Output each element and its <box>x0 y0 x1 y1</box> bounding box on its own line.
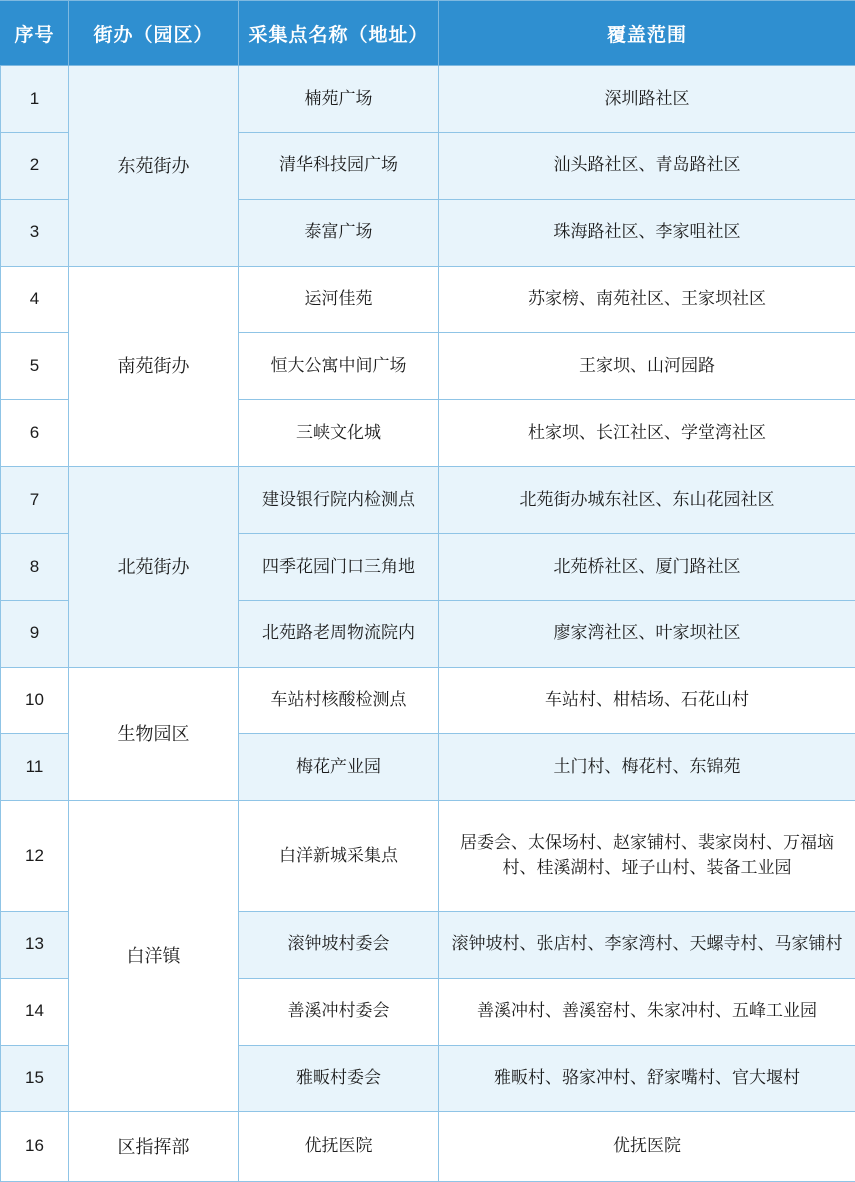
cell-index: 1 <box>1 66 69 133</box>
cell-index: 16 <box>1 1112 69 1182</box>
cell-range: 王家坝、山河园路 <box>439 333 855 400</box>
cell-range: 土门村、梅花村、东锦苑 <box>439 734 855 801</box>
cell-range: 善溪冲村、善溪窑村、朱家冲村、五峰工业园 <box>439 978 855 1045</box>
cell-site: 建设银行院内检测点 <box>239 467 439 534</box>
cell-site: 清华科技园广场 <box>239 132 439 199</box>
cell-index: 15 <box>1 1045 69 1112</box>
cell-street: 区指挥部 <box>69 1112 239 1182</box>
cell-site: 车站村核酸检测点 <box>239 667 439 734</box>
cell-range: 优抚医院 <box>439 1112 855 1182</box>
cell-site: 雅畈村委会 <box>239 1045 439 1112</box>
cell-site: 泰富广场 <box>239 199 439 266</box>
table-row <box>1 801 855 912</box>
cell-index: 10 <box>1 667 69 734</box>
cell-index: 7 <box>1 467 69 534</box>
cell-site: 梅花产业园 <box>239 734 439 801</box>
table-row <box>1 1112 855 1182</box>
cell-street: 南苑街办 <box>69 266 239 467</box>
cell-site: 四季花园门口三角地 <box>239 533 439 600</box>
table-header <box>1 1 855 66</box>
cell-index: 4 <box>1 266 69 333</box>
cell-site: 恒大公寓中间广场 <box>239 333 439 400</box>
cell-range: 雅畈村、骆家冲村、舒家嘴村、官大堰村 <box>439 1045 855 1112</box>
cell-index: 3 <box>1 199 69 266</box>
cell-index: 9 <box>1 600 69 667</box>
cell-street: 生物园区 <box>69 667 239 801</box>
cell-range: 苏家榜、南苑社区、王家坝社区 <box>439 266 855 333</box>
cell-index: 12 <box>1 801 69 912</box>
cell-index: 6 <box>1 400 69 467</box>
cell-site: 楠苑广场 <box>239 66 439 133</box>
cell-range: 车站村、柑桔场、石花山村 <box>439 667 855 734</box>
cell-range: 滚钟坡村、张店村、李家湾村、天螺寺村、马家铺村 <box>439 911 855 978</box>
table-header-row <box>1 1 855 66</box>
cell-range: 珠海路社区、李家咀社区 <box>439 199 855 266</box>
cell-index: 8 <box>1 533 69 600</box>
column-header-index: 序号 <box>1 1 69 66</box>
column-header-street: 街办（园区） <box>69 1 239 66</box>
cell-index: 5 <box>1 333 69 400</box>
column-header-range: 覆盖范围 <box>439 1 855 66</box>
column-header-site: 采集点名称（地址） <box>239 1 439 66</box>
cell-range: 杜家坝、长江社区、学堂湾社区 <box>439 400 855 467</box>
cell-range: 廖家湾社区、叶家坝社区 <box>439 600 855 667</box>
cell-index: 13 <box>1 911 69 978</box>
cell-street: 白洋镇 <box>69 801 239 1112</box>
cell-site: 北苑路老周物流院内 <box>239 600 439 667</box>
cell-site: 善溪冲村委会 <box>239 978 439 1045</box>
table-row <box>1 66 855 133</box>
cell-site: 三峡文化城 <box>239 400 439 467</box>
cell-range: 北苑桥社区、厦门路社区 <box>439 533 855 600</box>
cell-street: 北苑街办 <box>69 467 239 668</box>
cell-range: 深圳路社区 <box>439 66 855 133</box>
cell-site: 优抚医院 <box>239 1112 439 1182</box>
cell-index: 14 <box>1 978 69 1045</box>
cell-range: 汕头路社区、青岛路社区 <box>439 132 855 199</box>
cell-index: 11 <box>1 734 69 801</box>
cell-range: 北苑街办城东社区、东山花园社区 <box>439 467 855 534</box>
cell-site: 滚钟坡村委会 <box>239 911 439 978</box>
table-row <box>1 266 855 333</box>
cell-site: 白洋新城采集点 <box>239 801 439 912</box>
cell-index: 2 <box>1 132 69 199</box>
cell-street: 东苑街办 <box>69 66 239 267</box>
cell-site: 运河佳苑 <box>239 266 439 333</box>
cell-range: 居委会、太保场村、赵家铺村、裴家岗村、万福垴村、桂溪湖村、垭子山村、装备工业园 <box>439 801 855 912</box>
table-row <box>1 467 855 534</box>
table-body <box>1 66 855 1182</box>
table-row <box>1 667 855 734</box>
